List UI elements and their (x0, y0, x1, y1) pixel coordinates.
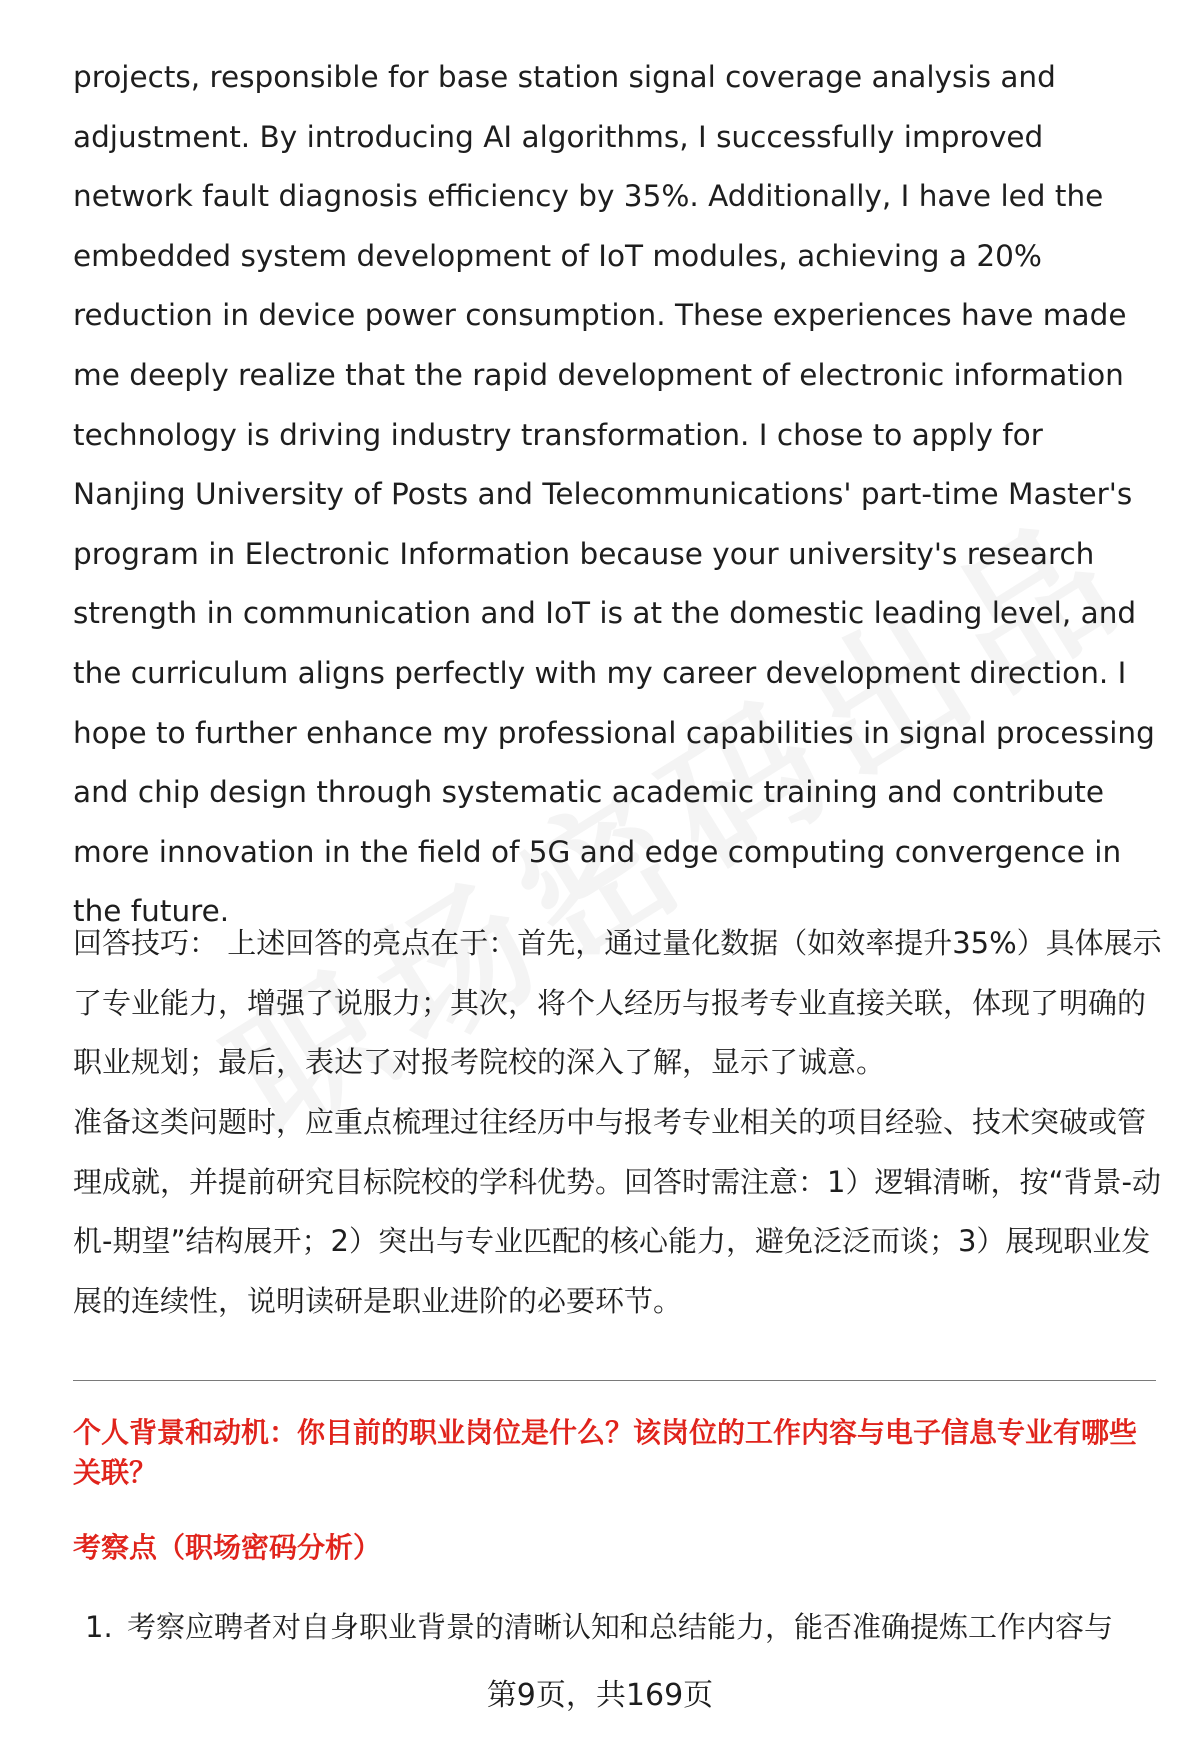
english-answer-paragraph: projects, responsible for base station signal coverage analysis and adjustment. By introducing AI algorithms, I successfully improved network fault diagnosis efficiency by 35%. Additionally, I have led the embedded system development of IoT modules, achieving a 20% reduction in device power consumption. These experiences have made me deeply realize that the rapid development of electronic information technology is driving industry transformation. I chose to apply for Nanjing University of Posts and Telecommunications' part-time Master's program in Electronic Information because your university's research strength in communication and IoT is at the domestic leading level, and the curriculum aligns perfectly with my career development direction. I hope to further enhance my professional capabilities in signal processing and chip design through systematic academic training and contribute more innovation in the field of 5G and edge computing convergence in the future. (73, 60, 1155, 929)
section-divider (73, 1380, 1156, 1381)
list-item (85, 1605, 1165, 1649)
page-footer: 第9页，共169页 (486, 1678, 714, 1713)
answer-tips-paragraph: 回答技巧： 上述回答的亮点在于：首先，通过量化数据（如效率提升35%）具体展示了专业能力，增强了说服力；其次，将个人经历与报考专业直接关联，体现了明确的职业规划；最后，表达了对报考院校的深入了解，显示了诚意。 (73, 926, 1162, 1079)
section-heading: 考察点（职场密码分析） (73, 1531, 382, 1564)
list-item-text: 考察应聘者对自身职业背景的清晰认知和总结能力，能否准确提炼工作内容与 (127, 1610, 1114, 1644)
list-item-number: 1. (85, 1610, 113, 1644)
preparation-advice-paragraph: 准备这类问题时，应重点梳理过往经历中与报考专业相关的项目经验、技术突破或管理成就，并提前研究目标院校的学科优势。回答时需注意：1）逻辑清晰，按“背景-动机-期望”结构展开；2）突出与专业匹配的核心能力，避免泛泛而谈；3）展现职业发展的连续性，说明读研是职业进阶的必要环节。 (73, 1105, 1161, 1318)
question-heading: 个人背景和动机：你目前的职业岗位是什么？该岗位的工作内容与电子信息专业有哪些关联？ (73, 1416, 1138, 1489)
